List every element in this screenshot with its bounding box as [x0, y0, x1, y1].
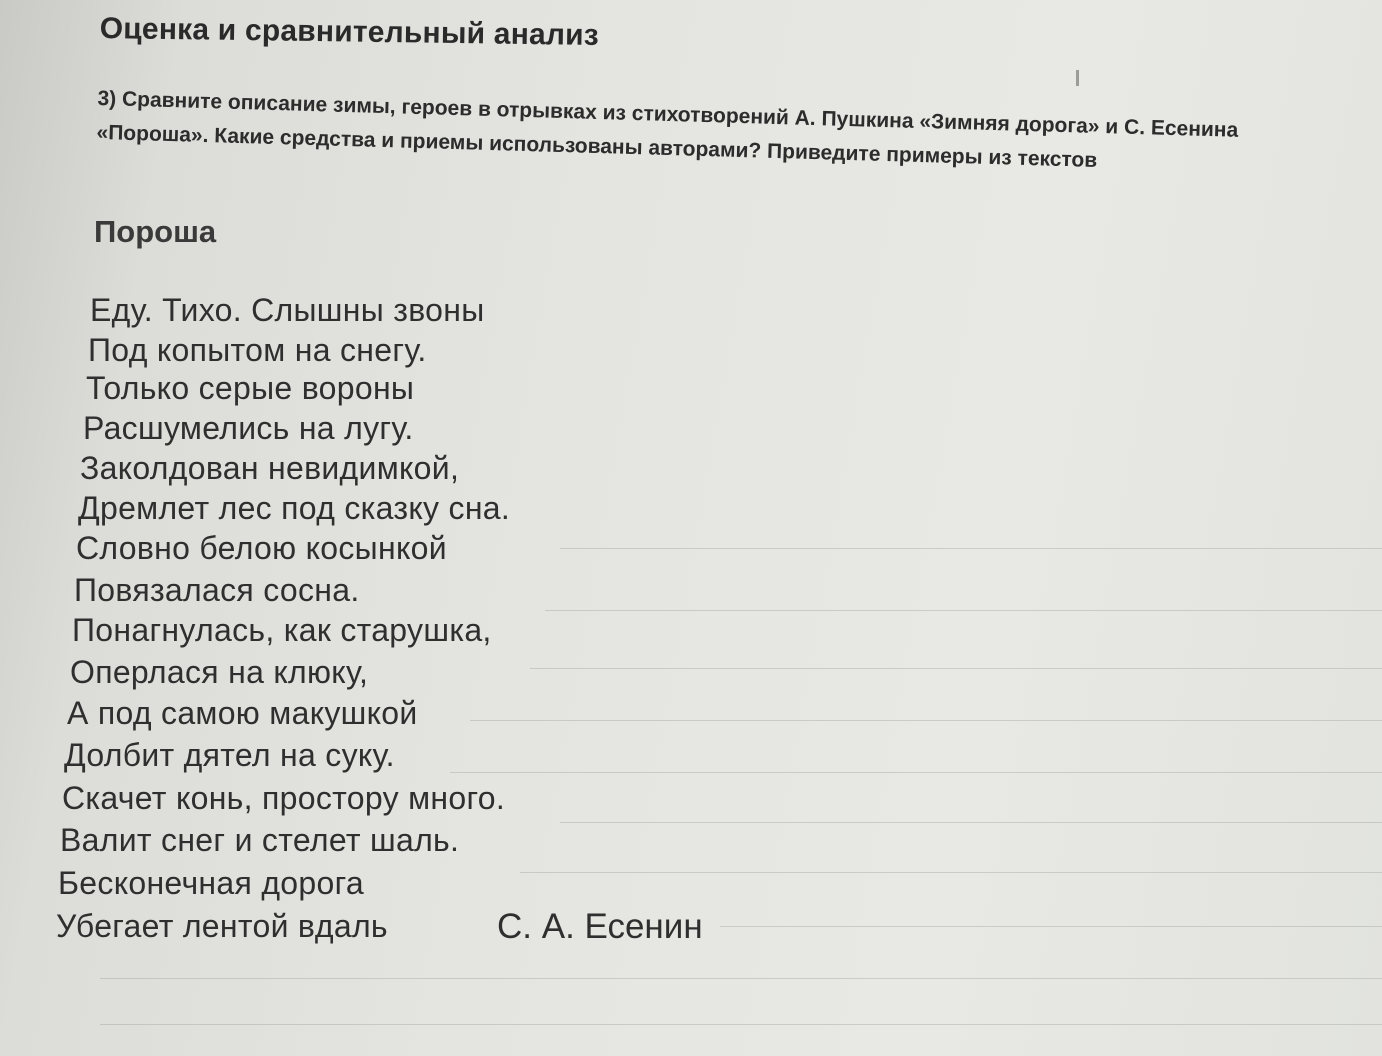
poem-line: Убегает лентой вдаль: [56, 908, 388, 944]
ruled-line: [545, 610, 1382, 611]
ruled-line: [560, 548, 1382, 549]
poem-line: Заколдован невидимкой,: [80, 450, 460, 486]
poem-line: Словно белою косынкой: [76, 530, 447, 566]
ruled-line: [520, 872, 1382, 873]
poem-line: Расшумелись на лугу.: [83, 410, 414, 446]
ruled-line: [100, 1024, 1382, 1025]
poem-line: Еду. Тихо. Слышны звоны: [90, 292, 485, 328]
paper-mark: [1076, 70, 1079, 86]
poem-line: Понагнулась, как старушка,: [72, 612, 492, 648]
poem-line: Дремлет лес под сказку сна.: [78, 490, 511, 526]
page-heading: Оценка и сравнительный анализ: [99, 12, 600, 52]
poem-title: Пороша: [94, 214, 217, 249]
ruled-line: [450, 772, 1382, 773]
task-question: 3) Сравните описание зимы, героев в отрывках из стихотворений А. Пушкина «Зимняя дорога» и С. Есенина «Пороша». Какие средства и приемы использованы авторами? Приведите примеры из текстов: [96, 86, 1239, 172]
ruled-line: [720, 926, 1382, 927]
poem-line: Оперлася на клюку,: [70, 654, 369, 690]
poem-line: А под самою макушкой: [67, 695, 418, 731]
poem-line: Бесконечная дорога: [58, 865, 364, 901]
ruled-line: [470, 720, 1382, 721]
poem-line: Только серые вороны: [86, 370, 415, 406]
poem-line: Валит снег и стелет шаль.: [60, 822, 460, 858]
poem-line: Скачет конь, простору много.: [62, 780, 506, 816]
ruled-line: [100, 978, 1382, 979]
ruled-line: [530, 668, 1382, 669]
poem-line: Под копытом на снегу.: [88, 332, 427, 368]
ruled-line: [560, 822, 1382, 823]
poem-line: Повязалася сосна.: [74, 572, 360, 608]
poem-line: Долбит дятел на суку.: [64, 737, 395, 773]
poem-author: С. А. Есенин: [497, 907, 703, 946]
